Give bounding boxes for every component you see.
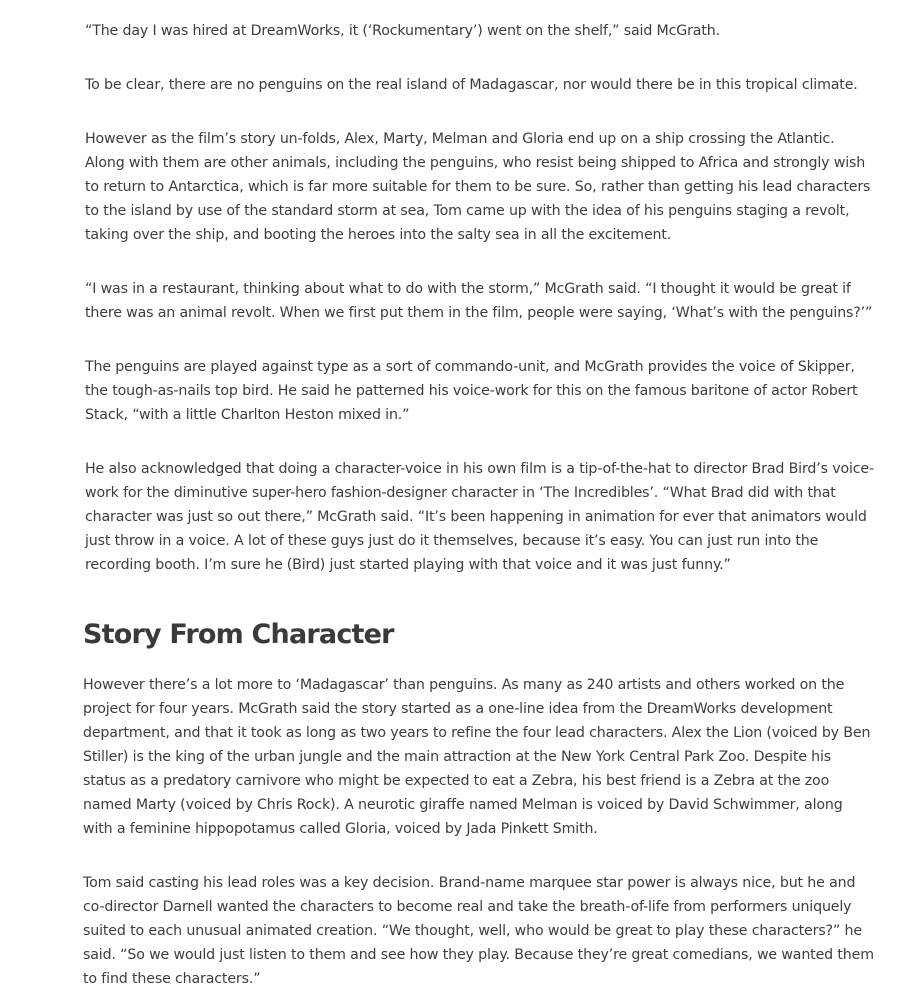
paragraph: Tom said casting his lead roles was a key decision. Brand-name marquee star power is always nice, but he and co-director Darnell wanted the characters to become real and take the breath-of-life from performers uniquely suited to each unusual animated creation. “We thought, well, who would be great to play these characters?” he said. “So we would just listen to them and see how they play. Because they’re great comedians, we wanted them to find these characters.” — [83, 875, 874, 987]
paragraph: To be clear, there are no penguins on the real island of Madagascar, nor would there be in this tropical climate. — [85, 77, 858, 93]
paragraph: “The day I was hired at DreamWorks, it (‘Rockumentary’) went on the shelf,” said McGrath. — [85, 23, 720, 39]
section-heading: Story From Character — [83, 619, 394, 650]
paragraph: The penguins are played against type as a sort of commando-unit, and McGrath provides the voice of Skipper, the tough-as-nails top bird. He said he patterned his voice-work for this on the famous baritone of actor Robert Stack, “with a little Charlton Heston mixed in.” — [85, 359, 858, 423]
paragraph: However as the film’s story un-folds, Alex, Marty, Melman and Gloria end up on a ship crossing the Atlantic. Along with them are other animals, including the penguins, who resist being shipped to Africa and strongly wish to return to Antarctica, which is far more suitable for them to be sure. So, rather than getting his lead characters to the island by use of the standard storm at sea, Tom came up with the idea of his penguins staging a revolt, taking over the ship, and booting the heroes into the salty sea in all the excitement. — [85, 131, 871, 243]
paragraph: “I was in a restaurant, thinking about what to do with the storm,” McGrath said. “I thought it would be great if there was an animal revolt. When we first put them in the film, people were saying, ‘What’s with the penguins?’” — [85, 281, 873, 321]
paragraph: He also acknowledged that doing a character-voice in his own film is a tip-of-the-hat to director Brad Bird’s voice-work for the diminutive super-hero fashion-designer character in ‘The Incredibles’. “What Brad did with that character was just so out there,” McGrath said. “It’s been happening in animation for ever that animators would just throw in a voice. A lot of these guys just do it themselves, because it’s easy. You can just run into the recording booth. I’m sure he (Bird) just started playing with that voice and it was just funny.” — [85, 461, 874, 573]
paragraph: However there’s a lot more to ‘Madagascar’ than penguins. As many as 240 artists and others worked on the project for four years. McGrath said the story started as a one-line idea from the DreamWorks development department, and that it took as long as two years to refine the four lead characters. Alex the Lion (voiced by Ben Stiller) is the king of the urban jungle and the main attraction at the New York Central Park Zoo. Despite his status as a predatory carnivore who might be expected to eat a Zebra, his best friend is a Zebra at the zoo named Marty (voiced by Chris Rock). A neurotic giraffe named Melman is voiced by David Schwimmer, along with a feminine hippopotamus called Gloria, voiced by Jada Pinkett Smith. — [83, 677, 871, 837]
